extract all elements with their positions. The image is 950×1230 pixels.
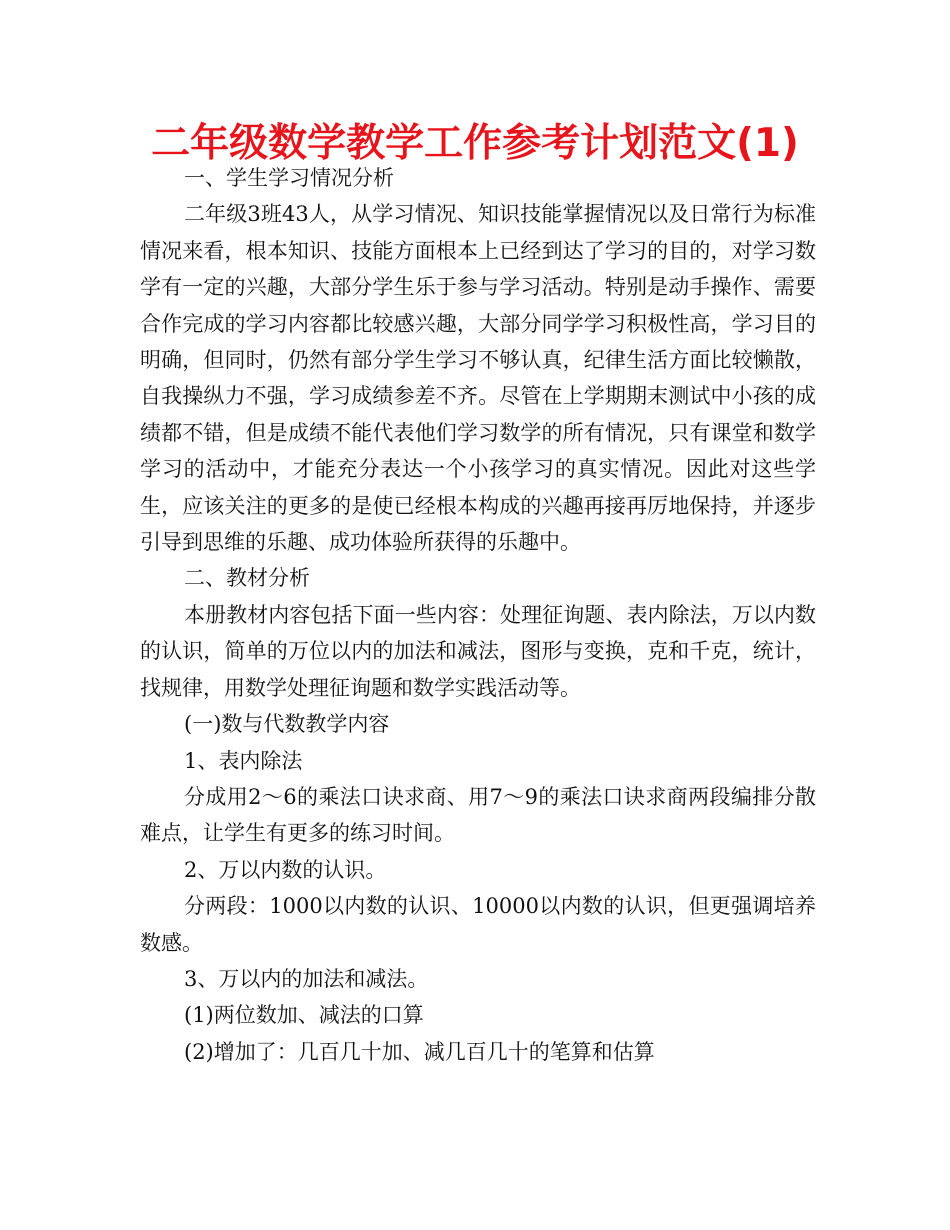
document-title: 二年级数学教学工作参考计划范文(1) (151, 121, 799, 166)
subsection-heading: (一)数与代数教学内容 (184, 712, 390, 737)
list-item: (2)增加了：几百几十加、减几百几十的笔算和估算 (184, 1039, 655, 1064)
list-item: (1)两位数加、减法的口算 (184, 1003, 424, 1028)
paragraph: 本册教材内容包括下面一些内容：处理征询题、表内除法，万以内数的认识，简单的万位以内的加法和减法，图形与变换，克和千克，统计，找规律，用数学处理征询题和数学实践活动等。 (140, 602, 816, 700)
section-heading-student-analysis: 一、学生学习情况分析 (184, 166, 394, 190)
paragraph: 分两段：1000以内数的认识、10000以内数的认识，但更强调培养数感。 (140, 894, 816, 955)
list-item-heading: 2、万以内数的认识。 (184, 857, 387, 882)
document-body (140, 160, 816, 1070)
paragraph: 分成用2～6的乘法口诀求商、用7～9的乘法口诀求商两段编排分散难点，让学生有更多的练习时间。 (140, 784, 816, 846)
section-heading-textbook-analysis: 二、教材分析 (184, 566, 310, 591)
list-item-heading: 1、表内除法 (184, 748, 303, 773)
list-item-heading: 3、万以内的加法和减法。 (184, 966, 429, 991)
paragraph: 二年级3班43人，从学习情况、知识技能掌握情况以及日常行为标准情况来看，根本知识、技能方面根本上已经到达了学习的目的，对学习数学有一定的兴趣，大部分学生乐于参与学习活动。特别是动手操作、需要合作完成的学习内容都比较感兴趣，大部分同学学习积极性高，学习目的明确，但同时，仍然有部分学生学习不够认真，纪律生活方面比较懒散，自我操纵力不强，学习成绩参差不齐。尽管在上学期期末测试中小孩的成绩都不错，但是成绩不能代表他们学习数学的所有情况，只有课堂和数学学习的活动中，才能充分表达一个小孩学习的真实情况。因此对这些学生，应该关注的更多的是使已经根本构成的兴趣再接再厉地保持，并逐步引导到思维的乐趣、成功体验所获得的乐趣中。 (140, 202, 816, 555)
